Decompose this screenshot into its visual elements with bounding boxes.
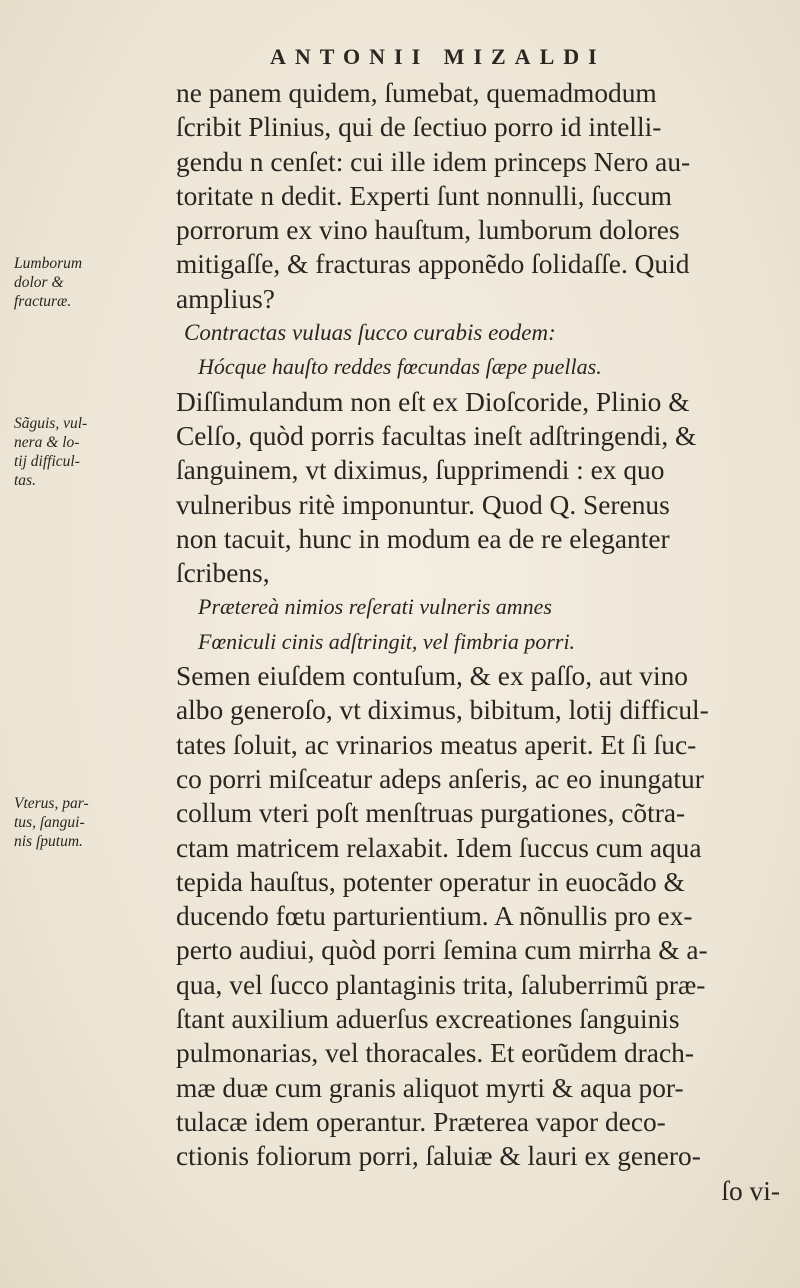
text-line: Diſſimulandum non eſt ex Dioſcoride, Plinio & [176,386,690,417]
margin-note-line: tus, ſangui- [14,814,85,831]
text-line: mæ duæ cum granis aliquot myrti & aqua por- [176,1072,684,1103]
text-line: ctionis foliorum porri, ſaluiæ & lauri ex genero- [176,1141,701,1172]
margin-note-uterus [14,794,184,851]
text-line: tepida hauſtus, potenter operatur in euocãdo & [176,866,685,897]
text-line: ctam matricem relaxabit. Idem ſuccus cum aqua [176,832,702,863]
text-line: toritate n dedit. Experti ſunt nonnulli, ſuccum [176,180,672,211]
margin-note-line: nera & lo- [14,434,80,451]
text-line: gendu n cenſet: cui ille idem princeps Nero au- [176,146,691,177]
text-line: ſtant auxilium aduerſus excreationes ſanguinis [176,1004,680,1035]
text-line: Semen eiuſdem contuſum, & ex paſſo, aut vino [176,661,688,692]
text-line: ſcribit Plinius, qui de ſectiuo porro id intelli- [176,112,662,143]
text-line: Celſo, quòd porris facultas ineſt adſtringendi, & [176,420,697,451]
margin-note-line: Lumborum [14,255,83,272]
verse-line: Prætereà nimios reſerati vulneris amnes [198,594,552,620]
text-line: amplius? [176,283,275,314]
margin-note-sanguis [14,414,184,490]
text-line: tulacæ idem operantur. Præterea vapor deco- [176,1106,666,1137]
text-line: albo generoſo, vt diximus, bibitum, lotij difficul- [176,695,709,726]
margin-note-line: fracturæ. [14,293,72,310]
margin-note-line: tas. [14,472,36,489]
text-line: ſanguinem, vt diximus, ſupprimendi : ex quo [176,455,665,486]
text-line: vulneribus ritè imponuntur. Quod Q. Serenus [176,489,670,520]
text-line: qua, vel ſucco plantaginis trita, ſaluberrimũ præ- [176,969,706,1000]
text-line: co porri miſceatur adeps anſeris, ac eo inungatur [176,763,704,794]
text-line: non tacuit, hunc in modum ea de re eleganter [176,523,670,554]
margin-note-lumborum [14,254,184,311]
text-line: ducendo fœtu parturientium. A nõnullis pro ex- [176,901,693,932]
text-line: perto audiui, quòd porri ſemina cum mirrha & a- [176,935,708,966]
margin-note-line: tij difficul- [14,453,80,470]
catchword: ſo vi- [721,1175,780,1206]
verse-line: Contractas vuluas ſucco curabis eodem: [184,320,556,346]
text-line: tates ſoluit, ac vrinarios meatus aperit. Et ſi ſuc- [176,729,697,760]
verse-line: Fœniculi cinis adſtringit, vel fimbria porri. [198,628,576,654]
text-line: porrorum ex vino hauſtum, lumborum dolores [176,215,680,246]
text-line: collum vteri poſt menſtruas purgationes, cõtra- [176,798,686,829]
text-line: mitigaſſe, & fracturas apponẽdo ſolidaſſe. Quid [176,249,690,280]
text-line: ne panem quidem, ſumebat, quemadmodum [176,78,657,108]
main-text-block [176,76,788,1208]
verse-line: Hócque hauſto reddes fœcundas ſæpe puellas. [198,354,602,380]
margin-note-line: dolor & [14,274,64,291]
text-line: pulmonarias, vel thoracales. Et eorũdem drach- [176,1038,694,1069]
margin-note-line: Sãguis, vul- [14,415,88,432]
margin-note-line: nis ſputum. [14,833,83,850]
running-head: ANTONII MIZALDI [270,44,606,69]
margin-note-line: Vterus, par- [14,795,89,812]
text-line: ſcribens, [176,558,270,589]
